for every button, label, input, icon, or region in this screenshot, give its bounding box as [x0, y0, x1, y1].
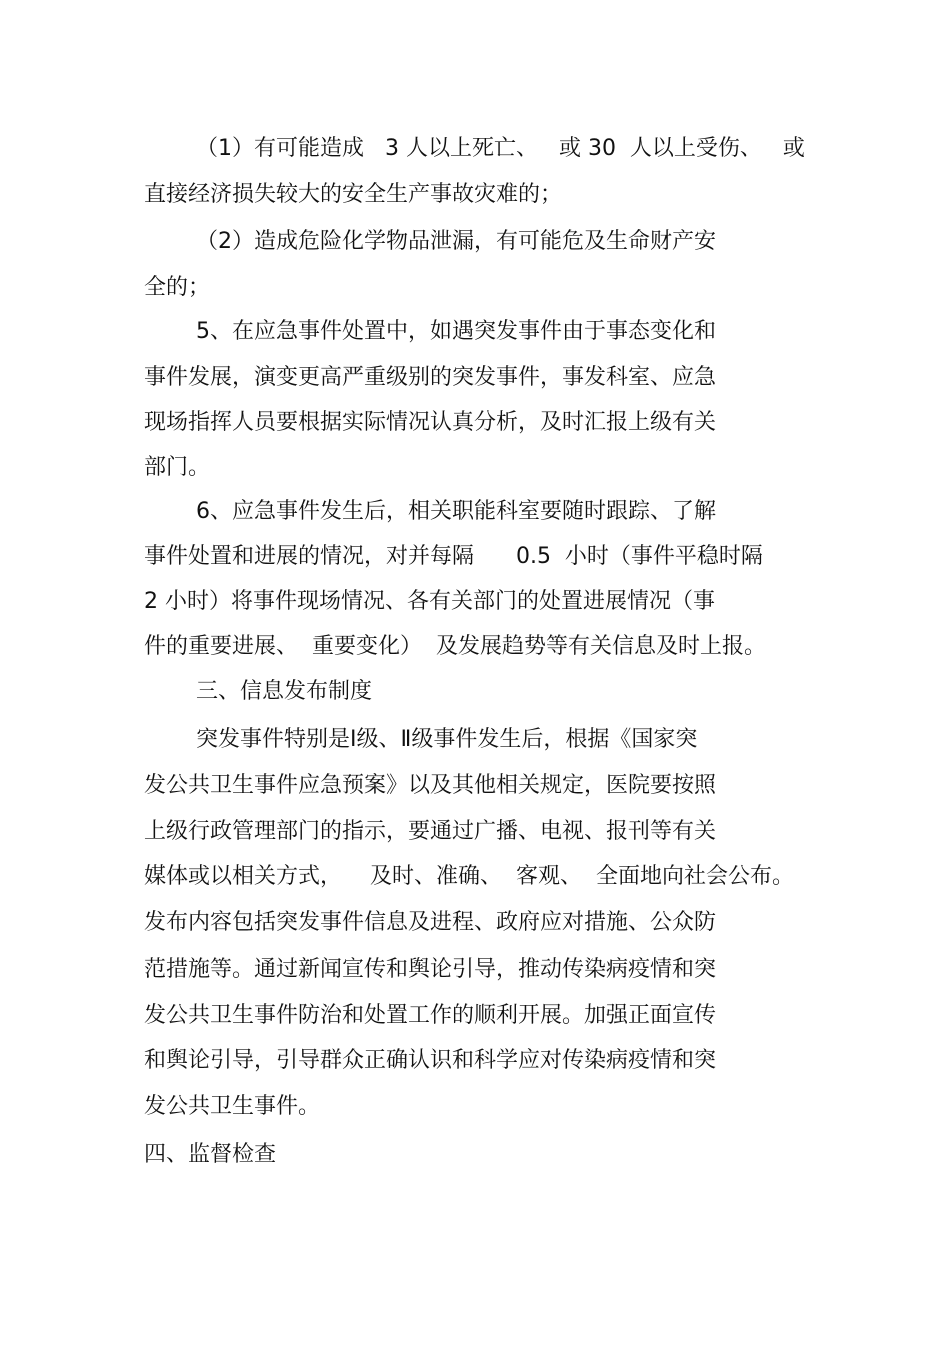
text-line: 范措施等。通过新闻宣传和舆论引导，推动传染病疫情和突	[144, 957, 717, 982]
text-line: 和舆论引导，引导群众正确认识和科学应对传染病疫情和突	[144, 1048, 717, 1073]
text-line: （2）造成危险化学物品泄漏，有可能危及生命财产安	[196, 229, 716, 254]
text-line: 6、应急事件发生后，相关职能科室要随时跟踪、了解	[196, 499, 716, 524]
text-line: 部门。	[144, 455, 211, 480]
section-heading: 四、监督检查	[144, 1142, 277, 1167]
text-line: 媒体或以相关方式， 及时、准确、 客观、 全面地向社会公布。	[144, 864, 794, 889]
text-line: 直接经济损失较大的安全生产事故灾难的；	[144, 182, 563, 207]
text-line: 发公共卫生事件防治和处置工作的顺利开展。加强正面宣传	[144, 1003, 717, 1028]
text-line: 2 小时）将事件现场情况、各有关部门的处置进展情况（事	[144, 589, 715, 614]
text-line: 发布内容包括突发事件信息及进程、政府应对措施、公众防	[144, 910, 717, 935]
text-line: 5、在应急事件处置中，如遇突发事件由于事态变化和	[196, 319, 716, 344]
text-line: 全的；	[144, 275, 211, 300]
text-line: 发公共卫生事件应急预案》以及其他相关规定，医院要按照	[144, 773, 717, 798]
text-line: 发公共卫生事件。	[144, 1094, 321, 1119]
text-line: 事件处置和进展的情况，对并每隔 0.5 小时（事件平稳时隔	[144, 544, 763, 569]
section-heading: 三、信息发布制度	[196, 679, 373, 704]
text-line: （1）有可能造成 3 人以上死亡、 或 30 人以上受伤、 或	[196, 136, 805, 161]
text-line: 上级行政管理部门的指示，要通过广播、电视、报刊等有关	[144, 819, 717, 844]
text-line: 突发事件特别是Ⅰ级、Ⅱ级事件发生后，根据《国家突	[196, 727, 698, 752]
text-line: 件的重要进展、 重要变化） 及发展趋势等有关信息及时上报。	[144, 634, 766, 659]
text-line: 现场指挥人员要根据实际情况认真分析，及时汇报上级有关	[144, 410, 717, 435]
text-line: 事件发展，演变更高严重级别的突发事件，事发科室、应急	[144, 365, 717, 390]
